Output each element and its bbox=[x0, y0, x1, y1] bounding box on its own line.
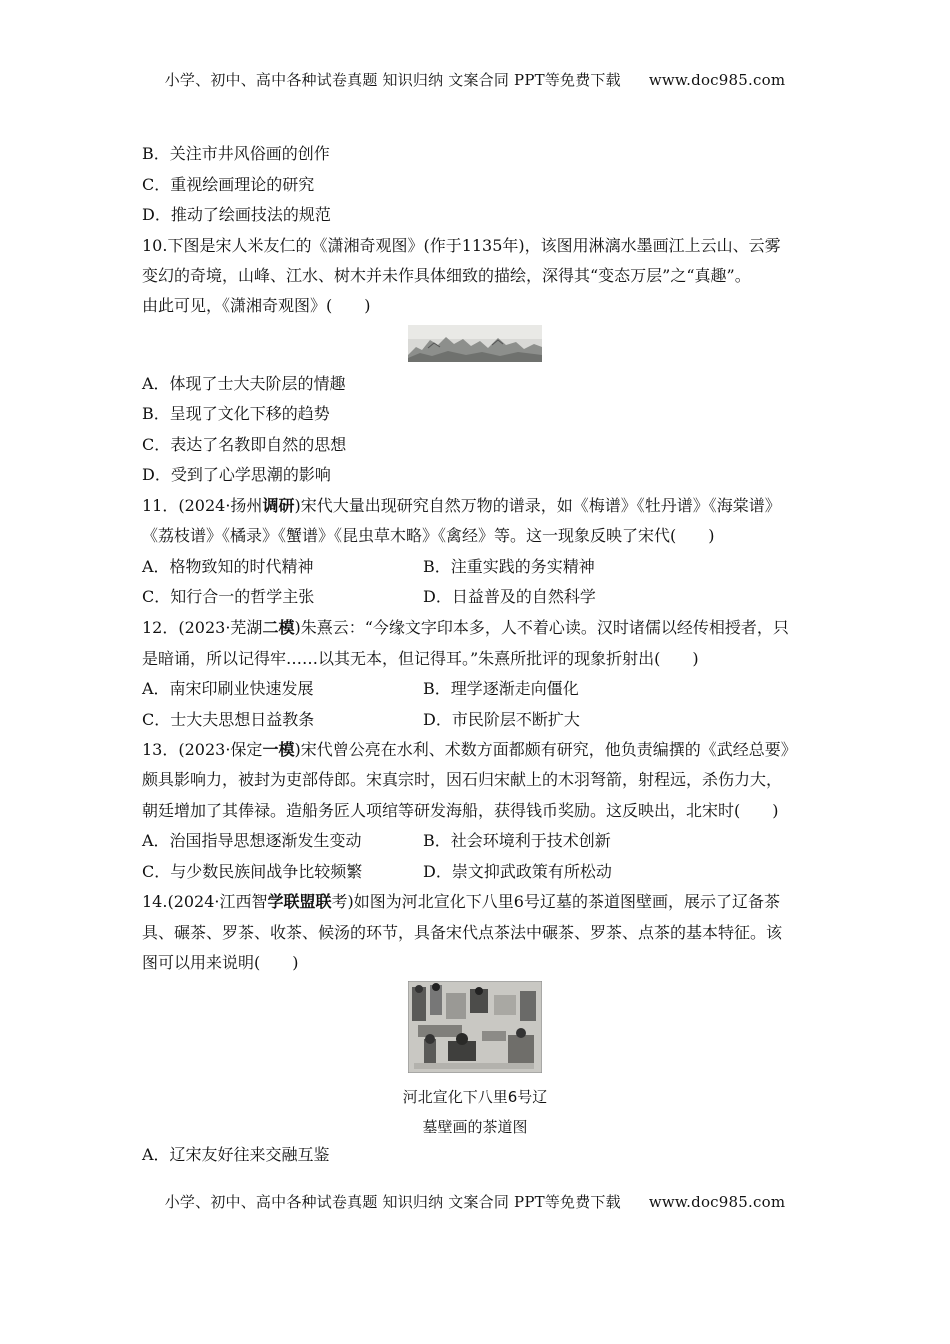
q14-stem-line2: 具、碾茶、罗茶、收茶、候汤的环节，具备宋代点茶法中碾茶、罗茶、点茶的基本特征。该 bbox=[142, 923, 783, 942]
q14-option-a: A．辽宋友好往来交融互鉴 bbox=[142, 1145, 330, 1164]
q13-source-bold: 一模 bbox=[262, 740, 295, 759]
page-header bbox=[0, 69, 950, 90]
q13-option-b: B．社会环境利于技术创新 bbox=[423, 831, 611, 850]
figure-caption-line2: 墓壁画的茶道图 bbox=[422, 1118, 528, 1136]
q14-stem-line1 bbox=[142, 892, 780, 912]
q11-source: (2024·扬州 bbox=[178, 496, 263, 515]
q11-source-bold: 调研 bbox=[262, 496, 295, 515]
q13-stem-line2: 颇具影响力，被封为吏部侍郎。宋真宗时，因石归宋献上的木羽弩箭，射程远，杀伤力大， bbox=[142, 770, 783, 789]
footer-url[interactable]: www.doc985.com bbox=[648, 1193, 786, 1211]
q12-stem-line1 bbox=[142, 618, 789, 638]
q9-option-c: C．重视绘画理论的研究 bbox=[142, 175, 315, 194]
q13-stem-text: )宋代曾公亮在水利、术数方面都颇有研究，他负责编撰的《武经总要》 bbox=[294, 740, 797, 759]
q11-option-c-text: C．知行合一的哲学主张 bbox=[142, 587, 315, 606]
q14-stem-line3: 图可以用来说明( ) bbox=[142, 953, 299, 972]
q12-option-d: D．市民阶层不断扩大 bbox=[423, 710, 580, 729]
q11-number: 11． bbox=[142, 496, 179, 515]
q13-option-a: A．治国指导思想逐渐发生变动 bbox=[142, 831, 362, 850]
q11-option-a-text: A．格物致知的时代精神 bbox=[142, 557, 314, 576]
q12-stem-text: )朱熹云：“今缘文字印本多，人不着心读。汉时诸儒以经传相授者，只 bbox=[294, 618, 789, 637]
q12-source: (2023·芜湖 bbox=[178, 618, 263, 637]
q12-stem-line2: 是暗诵，所以记得牢……以其无本，但记得耳。”朱熹所批评的现象折射出( ) bbox=[142, 649, 699, 668]
q14-source-end: 考) bbox=[331, 892, 354, 911]
q13-option-c: C．与少数民族间战争比较频繁 bbox=[142, 862, 363, 881]
q11-option-d bbox=[423, 587, 596, 607]
q12-option-a: A．南宋印刷业快速发展 bbox=[142, 679, 314, 698]
page-footer bbox=[0, 1191, 950, 1212]
q11-stem-line1 bbox=[142, 496, 781, 516]
q13-stem-line1 bbox=[142, 740, 797, 760]
q12-number: 12． bbox=[142, 618, 179, 637]
q14-source-bold: 学联盟联 bbox=[267, 892, 332, 911]
q9-option-d: D．推动了绘画技法的规范 bbox=[142, 205, 331, 224]
header-text: 小学、初中、高中各种试卷真题 知识归纳 文案合同 PPT等免费下载 bbox=[164, 71, 621, 89]
q11-stem-text: )宋代大量出现研究自然万物的谱录，如《梅谱》《牡丹谱》《海棠谱》 bbox=[294, 496, 781, 515]
q11-option-a bbox=[142, 557, 314, 577]
landscape-painting-image bbox=[408, 325, 542, 362]
q10-stem-line2: 变幻的奇境，山峰、江水、树木并未作具体细致的描绘，深得其“变态万层”之“真趣”。 bbox=[142, 266, 751, 285]
q12-option-b: B．理学逐渐走向僵化 bbox=[423, 679, 579, 698]
q13-number: 13． bbox=[142, 740, 179, 759]
q11-option-b-text: B．注重实践的务实精神 bbox=[423, 557, 595, 576]
q11-option-d-text: D．日益普及的自然科学 bbox=[423, 587, 596, 606]
q11-option-b bbox=[423, 557, 595, 577]
header-url[interactable]: www.doc985.com bbox=[648, 71, 786, 89]
q12-option-c: C．士大夫思想日益教条 bbox=[142, 710, 315, 729]
q13-stem-line3: 朝廷增加了其俸禄。造船务匠人项绾等研发海船，获得钱币奖励。这反映出，北宋时( ) bbox=[142, 801, 779, 820]
q13-option-d: D．崇文抑武政策有所松动 bbox=[423, 862, 612, 881]
q11-stem-line2: 《荔枝谱》《橘录》《蟹谱》《昆虫草木略》《禽经》等。这一现象反映了宋代( ) bbox=[142, 526, 715, 545]
q11-option-c bbox=[142, 587, 314, 607]
q12-source-bold: 二模 bbox=[262, 618, 295, 637]
q10-stem-line1: 10.下图是宋人米友仁的《潇湘奇观图》(作于1135年)，该图用淋漓水墨画江上云山、云雾 bbox=[142, 236, 781, 255]
q14-stem-text: 如图为河北宣化下八里6号辽墓的茶道图壁画，展示了辽备茶 bbox=[353, 892, 780, 911]
q10-stem-line3: 由此可见，《潇湘奇观图》( ) bbox=[142, 296, 371, 315]
q14-number: 14. bbox=[142, 892, 168, 911]
q10-option-a: A．体现了士大夫阶层的情趣 bbox=[142, 374, 346, 393]
footer-text: 小学、初中、高中各种试卷真题 知识归纳 文案合同 PPT等免费下载 bbox=[164, 1193, 621, 1211]
q10-option-c: C．表达了名教即自然的思想 bbox=[142, 435, 347, 454]
q9-option-b: B．关注市井风俗画的创作 bbox=[142, 144, 330, 163]
q10-option-b: B．呈现了文化下移的趋势 bbox=[142, 404, 330, 423]
q13-source: (2023·保定 bbox=[178, 740, 263, 759]
q14-source: (2024·江西智 bbox=[167, 892, 268, 911]
figure-caption-line1: 河北宣化下八里6号辽 bbox=[402, 1088, 548, 1106]
tea-ceremony-mural-image bbox=[408, 981, 542, 1073]
q10-option-d: D．受到了心学思潮的影响 bbox=[142, 465, 331, 484]
